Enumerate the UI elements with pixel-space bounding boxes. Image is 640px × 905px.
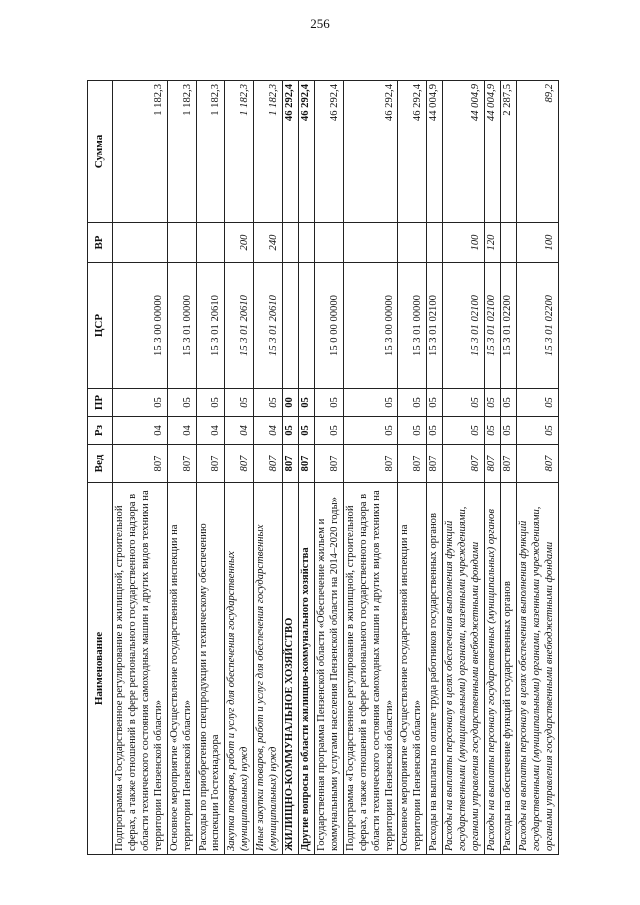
cell-pr: 05 [427, 389, 443, 417]
cell-csr: 15 3 01 02100 [443, 263, 485, 389]
table-body [113, 81, 559, 855]
cell-csr: 15 3 01 20610 [196, 263, 225, 389]
table-row [283, 81, 299, 855]
cell-sum: 46 292,4 [398, 81, 427, 223]
cell-name: Расходы по приобретению спецпродукции и техническому обеспечению инспекции Гостехнадзора [196, 483, 225, 855]
cell-name: Основное мероприятие «Осуществление государственной инспекции на территории Пензенской области» [167, 483, 196, 855]
cell-csr: 15 3 01 02100 [484, 263, 500, 389]
cell-sum: 89,2 [516, 81, 558, 223]
table-row [196, 81, 225, 855]
cell-ved: 807 [225, 445, 254, 483]
cell-rz: 04 [113, 417, 168, 445]
header-rz: Рз [88, 417, 113, 445]
table-row [443, 81, 485, 855]
table-row [484, 81, 500, 855]
cell-csr: 15 3 00 00000 [113, 263, 168, 389]
cell-ved: 807 [484, 445, 500, 483]
cell-ved: 807 [398, 445, 427, 483]
cell-sum: 44 004,9 [484, 81, 500, 223]
cell-ved: 807 [343, 445, 398, 483]
cell-vr: 240 [254, 223, 283, 263]
cell-pr: 00 [283, 389, 299, 417]
cell-csr: 15 0 00 00000 [314, 263, 343, 389]
table-row [298, 81, 314, 855]
cell-csr: 15 3 01 00000 [398, 263, 427, 389]
cell-csr: 15 3 01 20610 [254, 263, 283, 389]
cell-name: Расходы на выплаты персоналу государственных (муниципальных) органов [484, 483, 500, 855]
cell-rz: 05 [443, 417, 485, 445]
cell-pr: 05 [343, 389, 398, 417]
cell-ved: 807 [254, 445, 283, 483]
cell-rz: 04 [225, 417, 254, 445]
cell-sum: 46 292,4 [283, 81, 299, 223]
cell-rz: 05 [484, 417, 500, 445]
table-row [225, 81, 254, 855]
cell-csr: 15 3 01 02200 [500, 263, 516, 389]
cell-vr [196, 223, 225, 263]
cell-vr: 200 [225, 223, 254, 263]
cell-ved: 807 [500, 445, 516, 483]
cell-rz: 05 [283, 417, 299, 445]
cell-rz: 04 [167, 417, 196, 445]
cell-ved: 807 [113, 445, 168, 483]
cell-sum: 1 182,3 [196, 81, 225, 223]
cell-name: Закупка товаров, работ и услуг для обеспечения государственных (муниципальных) нужд [225, 483, 254, 855]
cell-vr: 100 [443, 223, 485, 263]
cell-vr: 120 [484, 223, 500, 263]
cell-csr: 15 3 01 02200 [516, 263, 558, 389]
cell-rz: 05 [314, 417, 343, 445]
cell-pr: 05 [196, 389, 225, 417]
cell-name: ЖИЛИЩНО-КОММУНАЛЬНОЕ ХОЗЯЙСТВО [283, 483, 299, 855]
cell-sum: 1 182,3 [113, 81, 168, 223]
cell-sum: 46 292,4 [314, 81, 343, 223]
cell-csr [283, 263, 299, 389]
cell-rz: 04 [196, 417, 225, 445]
cell-name: Государственная программа Пензенской области «Обеспечение жильем и коммунальными услугами населения Пензенской области на 2014–2020 годы» [314, 483, 343, 855]
cell-ved: 807 [443, 445, 485, 483]
cell-vr [283, 223, 299, 263]
header-vr: ВР [88, 223, 113, 263]
budget-table [87, 80, 559, 855]
cell-ved: 807 [298, 445, 314, 483]
table-row [516, 81, 558, 855]
cell-name: Другие вопросы в области жилищно-коммунального хозяйства [298, 483, 314, 855]
cell-ved: 807 [167, 445, 196, 483]
cell-rz: 04 [254, 417, 283, 445]
cell-name: Расходы на выплаты по оплате труда работников государственных органов [427, 483, 443, 855]
cell-csr: 15 3 01 20610 [225, 263, 254, 389]
header-ved: Вед [88, 445, 113, 483]
header-pr: ПР [88, 389, 113, 417]
table-row [113, 81, 168, 855]
cell-rz: 05 [516, 417, 558, 445]
cell-vr [298, 223, 314, 263]
cell-vr [314, 223, 343, 263]
cell-sum: 46 292,4 [343, 81, 398, 223]
table-row [167, 81, 196, 855]
cell-pr: 05 [484, 389, 500, 417]
cell-name: Иные закупки товаров, работ и услуг для обеспечения государственных (муниципальных) нужд [254, 483, 283, 855]
table-header-row [88, 81, 113, 855]
cell-name: Расходы на выплаты персоналу в целях обеспечения выполнения функций государственными (муниципальными) органами, казенными учреждениями, органами управления государственными внебюджетными фондами [443, 483, 485, 855]
table-row [398, 81, 427, 855]
cell-ved: 807 [283, 445, 299, 483]
cell-sum: 2 287,5 [500, 81, 516, 223]
header-csr: ЦСР [88, 263, 113, 389]
cell-name: Подпрограмма «Государственное регулирование в жилищной, строительной сферах, а также отношений в сфере регионального государственного надзора в области технического состояния самоходных машин и других видов техники на территории Пензенской области» [343, 483, 398, 855]
cell-vr [343, 223, 398, 263]
cell-pr: 05 [500, 389, 516, 417]
table-row [427, 81, 443, 855]
cell-ved: 807 [427, 445, 443, 483]
cell-rz: 05 [427, 417, 443, 445]
cell-rz: 05 [500, 417, 516, 445]
cell-vr [500, 223, 516, 263]
cell-pr: 05 [225, 389, 254, 417]
cell-vr [167, 223, 196, 263]
cell-ved: 807 [516, 445, 558, 483]
table-row [314, 81, 343, 855]
cell-name: Расходы на обеспечение функций государственных органов [500, 483, 516, 855]
cell-vr: 100 [516, 223, 558, 263]
cell-sum: 1 182,3 [254, 81, 283, 223]
cell-rz: 05 [298, 417, 314, 445]
cell-csr: 15 3 01 02100 [427, 263, 443, 389]
cell-sum: 1 182,3 [225, 81, 254, 223]
cell-pr: 05 [254, 389, 283, 417]
page-number: 256 [310, 16, 330, 31]
cell-rz: 05 [343, 417, 398, 445]
cell-vr [113, 223, 168, 263]
table-row [343, 81, 398, 855]
cell-ved: 807 [314, 445, 343, 483]
cell-pr: 05 [314, 389, 343, 417]
cell-csr: 15 3 00 00000 [343, 263, 398, 389]
cell-csr: 15 3 01 00000 [167, 263, 196, 389]
cell-vr [427, 223, 443, 263]
cell-name: Основное мероприятие «Осуществление государственной инспекции на территории Пензенской области» [398, 483, 427, 855]
cell-pr: 05 [167, 389, 196, 417]
cell-pr: 05 [298, 389, 314, 417]
cell-sum: 1 182,3 [167, 81, 196, 223]
cell-name: Расходы на выплаты персоналу в целях обеспечения выполнения функций государственными (муниципальными) органами, казенными учреждениями, органами управления государственными внебюджетными фондами [516, 483, 558, 855]
cell-sum: 46 292,4 [298, 81, 314, 223]
table-row [500, 81, 516, 855]
cell-sum: 44 004,9 [427, 81, 443, 223]
cell-sum: 44 004,9 [443, 81, 485, 223]
cell-pr: 05 [113, 389, 168, 417]
table-row [254, 81, 283, 855]
cell-pr: 05 [398, 389, 427, 417]
rotated-table-container [87, 81, 553, 855]
cell-ved: 807 [196, 445, 225, 483]
cell-vr [398, 223, 427, 263]
header-name: Наименование [88, 483, 113, 855]
cell-csr [298, 263, 314, 389]
header-sum: Сумма [88, 81, 113, 223]
cell-pr: 05 [516, 389, 558, 417]
cell-name: Подпрограмма «Государственное регулирование в жилищной, строительной сферах, а также отношений в сфере регионального государственного надзора в области технического состояния самоходных машин и других видов техники на территории Пензенской области» [113, 483, 168, 855]
cell-rz: 05 [398, 417, 427, 445]
cell-pr: 05 [443, 389, 485, 417]
